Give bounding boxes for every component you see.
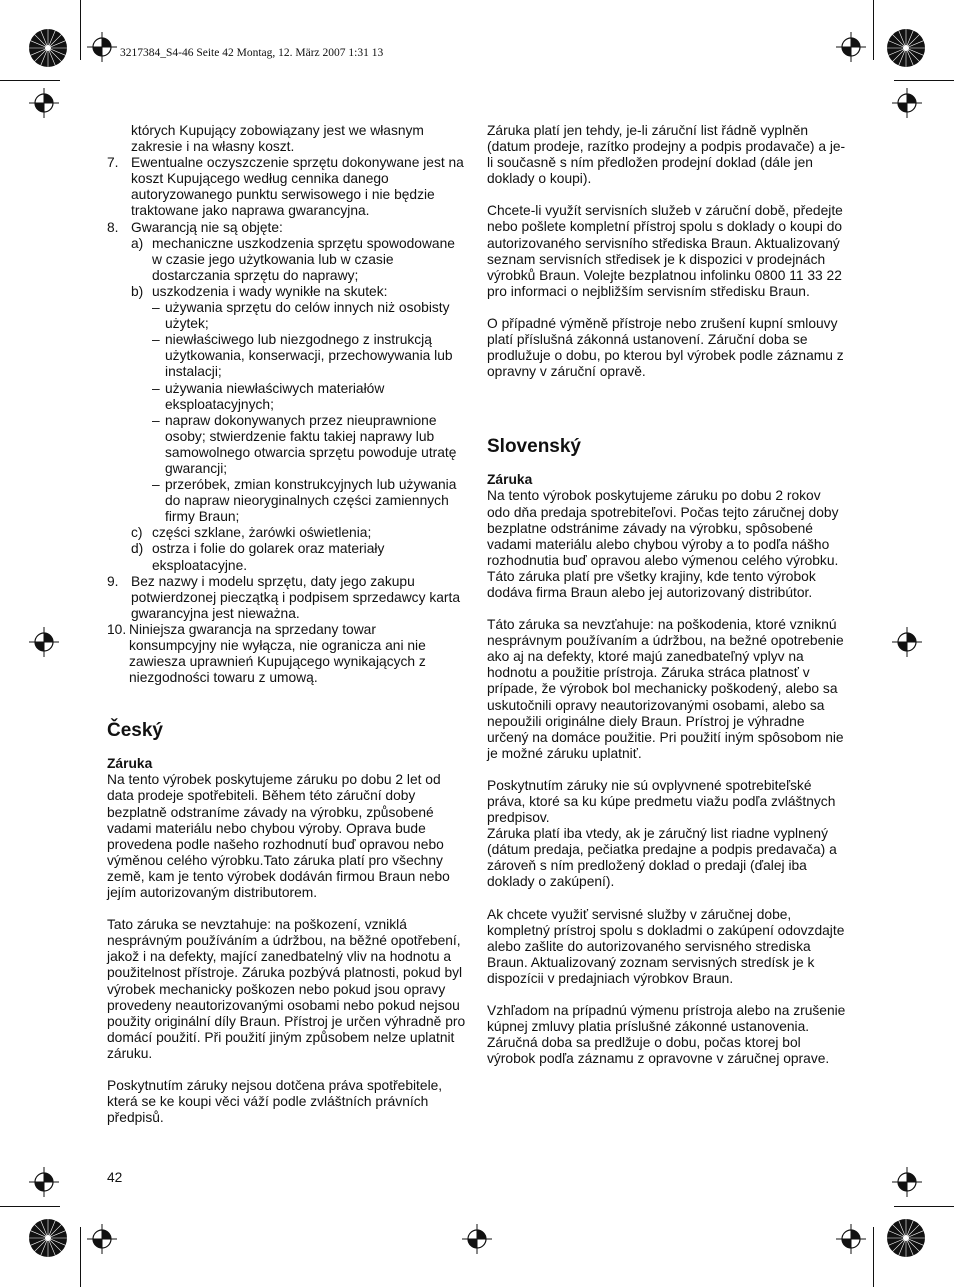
starburst-icon [886,28,926,68]
list-item-text: napraw dokonywanych przez nieuprawnione osoby; stwierdzenie faktu takiej naprawy lub samowolnego otwarcia sprzętu powoduje utratę gwarancji; [165,412,457,476]
registration-mark-icon [836,32,866,62]
dash-bullet: – [152,477,160,493]
crop-line-bottom-left-h [0,1206,60,1207]
list-letter: a) [131,235,144,251]
print-slug: 3217384_S4-46 Seite 42 Montag, 12. März 2007 1:31 13 [120,47,384,59]
list-item-text: niewłaściwego lub niezgodnego z instrukcją użytkowania, konserwacji, przechowywania lub instalacji; [165,332,453,380]
crop-line-top-right-h [894,80,954,81]
crop-line-bottom-left-v [80,1227,81,1287]
list-item-8 [107,220,467,236]
list-letter: d) [131,541,144,557]
paragraph: Na tento výrobek poskytujeme záruku po dobu 2 let od data prodeje spotřebiteli. Během této záruční doby bezplatně odstraníme závady na výrobku, způsobené vadami materiálu nebo chybou výroby. Oprava bude provedena podle našeho rozhodnutí buď opravou nebo výměnou celého výrobku.Tato záruka platí pro všechny země, kam je tento výrobek dodáván firmou Braun nebo jejím autorizovaným distributorem. [107,772,450,901]
paragraph: O případné výměně přístroje nebo zrušení kupní smlouvy platí příslušná zákonná ustanovení. Záruční doba se prodlužuje o dobu, po kterou byl výrobek podle záznamu z opravny v záruční opravě. [487,315,844,380]
paragraph: Poskytnutím záruky nejsou dotčena práva spotřebitele, která se ke koupi věci váží podle zvláštních právních předpisů. [107,1077,443,1126]
registration-mark-icon [892,1167,922,1197]
sublist-item-d [107,541,467,573]
page-number: 42 [107,1170,123,1185]
list-item-continuation: których Kupujący zobowiązany jest we własnym zakresie i na własny koszt. [131,123,424,155]
paragraph: Ak chcete využiť servisné služby v záručnej dobe, kompletný prístroj spolu s dokladmi o zakúpení odovzdajte alebo zašlite do autorizovaného servisného strediska Braun. Aktualizovaný zoznam servisných stredísk je k dispozícii v predajniach výrobkov Braun. [487,906,845,986]
crop-line-top-right-v [873,0,874,60]
dash-item-3 [107,381,467,413]
list-item-text: mechaniczne uszkodzenia sprzętu spowodowane w czasie jego użytkowania lub w czasie dostarczania sprzętu do naprawy; [152,235,455,283]
list-item-text: ostrza i folie do golarek oraz materiały eksploatacyjne. [152,541,385,573]
subheading-warranty: Záruka [107,756,153,772]
crop-line-bottom-right-h [894,1206,954,1207]
list-item-text: uszkodzenia i wady wynikłe na skutek: [152,283,388,299]
paragraph: Tato záruka se nevztahuje: na poškození, vzniklá nesprávným používáním a údržbou, na běžné opotřebení, jakož i na defekty, mající zanedbatelný vliv na hodnotu a použitelnost přístroje. Záruka pozbývá platnosti, pokud byl výrobek mechanicky poškozen nebo pokud jsou opravy provedeny neautorizovanými osobami nebo pokud nejsou použity originální díly Braun. Přístroj je určen výhradně pro domácí použití. Při použití jiným způsobem nelze uplatnit záruku. [107,917,466,1061]
list-item-10 [107,622,467,686]
sublist-item-a [107,236,467,284]
dash-bullet: – [152,332,160,348]
sublist-item-b [107,284,467,300]
registration-mark-icon [87,1224,117,1254]
registration-mark-icon [29,1167,59,1197]
list-number: 8. [107,219,119,235]
registration-mark-icon [29,88,59,118]
list-item-text: części szklane, żarówki oświetlenia; [152,525,372,541]
registration-mark-icon [892,627,922,657]
subheading-warranty: Záruka [487,472,533,488]
registration-mark-icon [892,88,922,118]
dash-item-1 [107,300,467,332]
list-number: 9. [107,573,119,589]
list-item-text: używania niewłaściwych materiałów eksploatacyjnych; [165,380,385,412]
left-column [107,123,467,1126]
list-item-text: Ewentualne oczyszczenie sprzętu dokonywane jest na koszt Kupującego według cennika danego autoryzowanego punktu serwisowego i nie będzie traktowane jako naprawa gwarancyjna. [131,155,464,219]
list-number: 7. [107,155,119,171]
section-heading-slovak: Slovenský [487,436,581,458]
registration-mark-icon [29,627,59,657]
paragraph: Chcete-li využít servisních služeb v záruční době, předejte nebo pošlete kompletní přístroj spolu s doklady o koupi do autorizovaného servisního střediska Braun. Aktualizovaný seznam servisních středisek je k dispozici v prodejnách výrobků Braun. Volejte bezplatnou infolinku 0800 11 33 22 pro informaci o nejbližším servisním středisku Braun. [487,203,843,299]
paragraph: Záruka platí jen tehdy, je-li záruční list řádně vyplněn (datum prodeje, razítko prodejny a podpis prodavače) a je-li současně s ním předložen prodejní doklad (dále jen doklady o koupi). [487,123,846,187]
list-item-text: Niniejsza gwarancja na sprzedany towar konsumpcyjny nie wyłącza, nie ogranicza ani nie zawiesza uprawnień Kupującego wynikających z niezgodności towaru z umową. [129,621,426,686]
dash-bullet: – [152,380,160,396]
paragraph: Táto záruka sa nevzťahuje: na poškodenia, ktoré vzniknú nesprávnym používaním a údržbou, na bežné opotrebenie ako aj na defekty, ktoré majú zanedbateľný vplyv na hodnotu a použitie prístroja. Záruka stráca platnosť v prípade, že výrobok bol mechanicky poškodený, alebo sa uskutočnili opravy neautorizovanými osobami, alebo sa nepoužili originálne diely Braun. Prístroj je výhradne určený na domáce použitie. Pri použití iným spôsobom nie je možné záruku uplatniť. [487,617,844,761]
starburst-icon [28,28,68,68]
crop-line-bottom-right-v [873,1227,874,1287]
starburst-icon [28,1218,68,1258]
crop-line-top-left-v [80,0,81,60]
registration-mark-icon [836,1224,866,1254]
dash-item-4 [107,413,467,477]
registration-mark-icon [87,32,117,62]
list-number: 10. [107,621,127,637]
registration-mark-icon [462,1224,492,1254]
dash-bullet: – [152,412,160,428]
dash-bullet: – [152,300,160,316]
section-heading-czech: Český [107,720,163,742]
list-letter: c) [131,525,143,541]
paragraph: Poskytnutím záruky nie sú ovplyvnené spotrebiteľské práva, ktoré sa ku kúpe predmetu viažu podľa zvláštnych predpisov. [487,777,836,826]
dash-item-5 [107,477,467,525]
list-item-text: Bez nazwy i modelu sprzętu, daty jego zakupu potwierdzonej pieczątką i podpisem sprzedawcy karta gwarancyjna jest nieważna. [131,573,460,621]
paragraph: Vzhľadom na prípadnú výmenu prístroja alebo na zrušenie kúpnej zmluvy platia príslušné zákonné ustanovenia. Záručná doba sa predlžuje o dobu, počas ktorej bol výrobok podľa záznamu z opravovne v záručnej oprave. [487,1003,846,1067]
list-item-text: Gwarancją nie są objęte: [131,219,283,235]
right-column [487,123,847,1067]
paragraph: Záruka platí iba vtedy, ak je záručný list riadne vyplnený (dátum predaja, pečiatka predajne a podpis predavača) a zároveň s ním predložený doklad o predaji (ďalej iba doklady o zakúpení). [487,826,837,890]
starburst-icon [886,1218,926,1258]
sublist-item-c [107,525,467,541]
dash-item-2 [107,332,467,380]
list-item-text: używania sprzętu do celów innych niż osobisty użytek; [165,300,450,332]
list-item-9 [107,574,467,622]
list-item-text: przeróbek, zmian konstrukcyjnych lub używania do napraw nieoryginalnych części zamiennych firmy Braun; [165,477,457,525]
crop-line-top-left-h [0,80,60,81]
paragraph: Na tento výrobok poskytujeme záruku po dobu 2 rokov odo dňa predaja spotrebiteľovi. Počas tejto záručnej doby bezplatne odstránime závady na výrobku, spôsobené vadami materiálu alebo chybou výroby a to podľa nášho rozhodnutia buď opravou alebo výmenou celého výrobku. Táto záruka platí pre všetky krajiny, kde tento výrobok dodáva firma Braun alebo jej autorizovaný distribútor. [487,488,839,600]
list-item-7 [107,155,467,219]
list-letter: b) [131,283,144,299]
